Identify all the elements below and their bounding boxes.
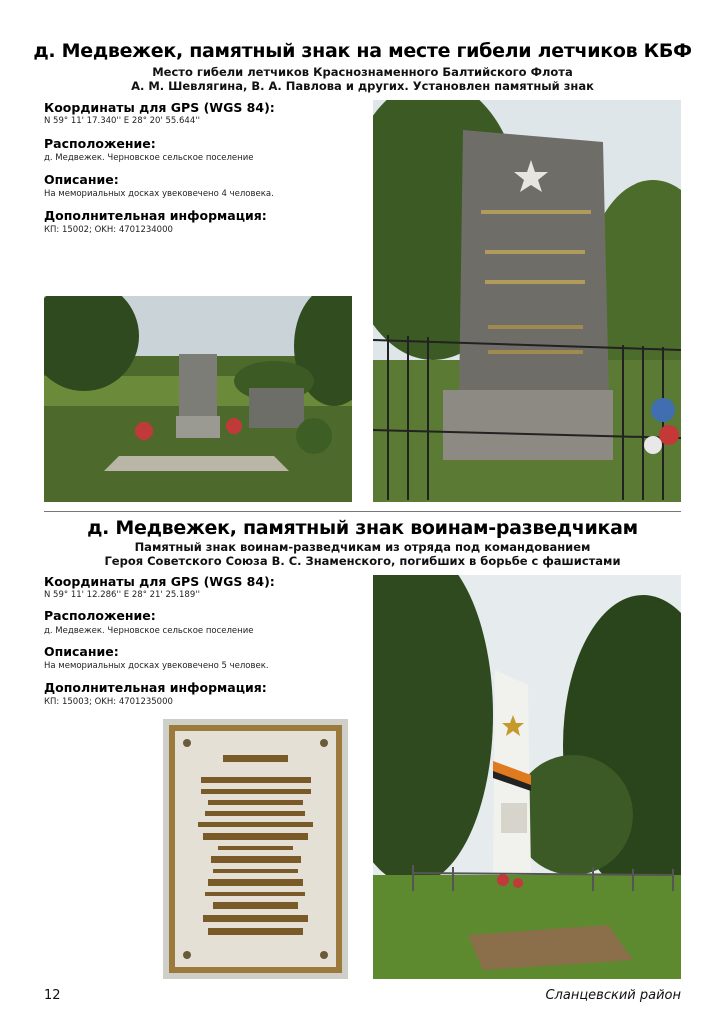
section2-location-label: Расположение:: [44, 608, 156, 623]
section1-location-value: д. Медвежек. Черновское сельское поселение: [44, 153, 254, 163]
section2-description-value: На мемориальных досках увековечено 5 человек.: [44, 661, 269, 671]
section1-gps-label: Координаты для GPS (WGS 84):: [44, 100, 275, 115]
section2-subtitle-line1: Памятный знак воинам-разведчикам из отряда под командованием: [134, 540, 591, 554]
section2-title: д. Медвежек, памятный знак воинам-разведчикам: [87, 517, 638, 539]
section1-description-value: На мемориальных досках увековечено 4 человека.: [44, 189, 274, 199]
section1-gps-value: N 59° 11' 17.340'' E 28° 20' 55.644'': [44, 116, 200, 126]
section1-extra-label: Дополнительная информация:: [44, 208, 267, 223]
page-number: 12: [44, 988, 61, 1003]
memorial-plaque-photo: [163, 719, 348, 979]
section2-subtitle-line2: Героя Советского Союза В. С. Знаменского, погибших в борьбе с фашистами: [104, 554, 621, 568]
monument-closeup-photo: [373, 100, 681, 502]
footer-region: Сланцевский район: [545, 988, 681, 1003]
section1-subtitle-line1: Место гибели летчиков Краснознаменного Балтийского Флота: [152, 65, 573, 79]
section-divider: [44, 511, 681, 512]
section2-location-value: д. Медвежек. Черновское сельское поселение: [44, 626, 254, 636]
section2-description-label: Описание:: [44, 644, 119, 659]
section2-extra-value: КП: 15003; OKH: 4701235000: [44, 697, 173, 707]
section1-description-label: Описание:: [44, 172, 119, 187]
section1-title: д. Медвежек, памятный знак на месте гибели летчиков КБФ: [33, 40, 692, 62]
obelisk-photo: [373, 575, 681, 979]
monument-field-photo: [44, 296, 352, 502]
section1-subtitle-line2: А. М. Шевлягина, В. А. Павлова и других. Установлен памятный знак: [131, 79, 594, 93]
section2-gps-value: N 59° 11' 12.286'' E 28° 21' 25.189'': [44, 590, 200, 600]
section2-gps-label: Координаты для GPS (WGS 84):: [44, 574, 275, 589]
section1-location-label: Расположение:: [44, 136, 156, 151]
section1-extra-value: КП: 15002; OKH: 4701234000: [44, 225, 173, 235]
section2-extra-label: Дополнительная информация:: [44, 680, 267, 695]
